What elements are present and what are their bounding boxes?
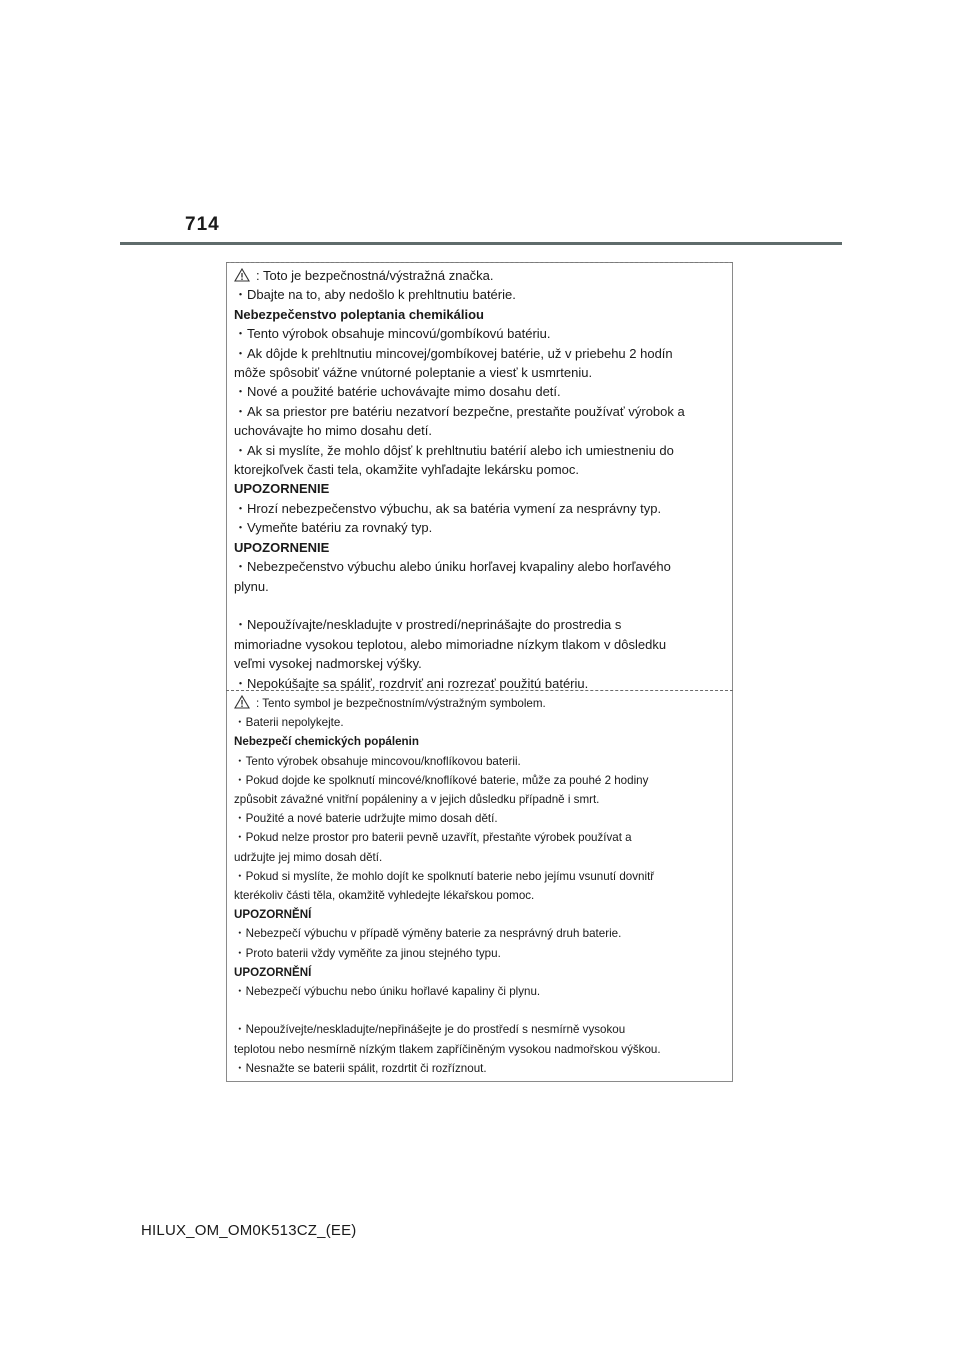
section-heading: UPOZORNĚNÍ [234,908,312,922]
slovak-lines [234,285,726,693]
slovak-symbol-line [234,266,726,285]
section-heading: Nebezpečenstvo poleptania chemikáliou [234,306,484,322]
text-line: ・Pokud dojde ke spolknutí mincové/knoflíkové baterie, může za pouhé 2 hodiny [234,773,649,787]
slovak-symbol-text: : Toto je bezpečnostná/výstražná značka. [256,268,494,283]
text-line: ・Tento výrobok obsahuje mincovú/gombíkovú batériu. [234,326,551,342]
text-line: ・Tento výrobek obsahuje mincovou/knoflíkovou baterii. [234,754,521,768]
text-line: ・Nebezpečí výbuchu nebo úniku hořlavé kapaliny či plynu. [234,985,541,999]
text-line: ・Pokud nelze prostor pro baterii pevně uzavřít, přestaňte výrobek používat a [234,831,632,845]
text-line: ・Použité a nové baterie udržujte mimo dosah dětí. [234,812,498,826]
text-line: ・Baterii nepolykejte. [234,716,344,730]
czech-symbol-text: : Tento symbol je bezpečnostním/výstražným symbolem. [256,697,546,710]
text-line: udržujte jej mimo dosah dětí. [234,850,383,864]
text-line: ・Dbajte na to, aby nedošlo k prehltnutiu batérie. [234,287,516,303]
czech-warning-section [234,694,726,1078]
page-number: 714 [185,214,220,235]
blank-line [234,596,726,615]
text-line: teplotou nebo nesmírně nízkým tlakem zapříčiněným vysokou nadmořskou výškou. [234,1042,661,1056]
slovak-warning-section [234,266,726,693]
text-line: ・Nepoužívejte/neskladujte/nepřinášejte je do prostředí s nesmírně vysokou [234,1023,626,1037]
text-line: ・Hrozí nebezpečenstvo výbuchu, ak sa batéria vymení za nesprávny typ. [234,500,662,516]
text-line: uchovávajte ho mimo dosahu detí. [234,423,433,439]
warning-triangle-icon [234,695,250,709]
text-line: ・Vymeňte batériu za rovnaký typ. [234,520,433,536]
section-heading: UPOZORNENIE [234,481,330,497]
text-line: môže spôsobiť vážne vnútorné poleptanie a viesť k usmrteniu. [234,365,593,381]
text-line: ・Nepoužívajte/neskladujte v prostredí/neprinášajte do prostredia s [234,617,622,633]
text-line: ・Nepokúšajte sa spáliť, rozdrviť ani rozrezať použitú batériu. [234,675,589,691]
section-heading: Nebezpečí chemických popálenin [234,735,419,749]
text-line: mimoriadne vysokou teplotou, alebo mimoriadne nízkym tlakom v dôsledku [234,636,667,652]
text-line: veľmi vysokej nadmorskej výšky. [234,656,422,672]
text-line: ・Nesnažte se baterii spálit, rozdrtit či rozříznout. [234,1061,487,1075]
text-line: ・Pokud si myslíte, že mohlo dojít ke spolknutí baterie nebo jejímu vsunutí dovnitř [234,869,655,883]
text-line: ・Ak si myslíte, že mohlo dôjsť k prehltnutiu batérií alebo ich umiestneniu do [234,442,674,458]
text-line: ・Proto baterii vždy vyměňte za jinou stejného typu. [234,946,501,960]
header-rule [120,242,842,245]
text-line: ・Ak dôjde k prehltnutiu mincovej/gombíkovej batérie, už v priebehu 2 hodín [234,345,673,361]
text-line: ・Nové a použité batérie uchovávajte mimo dosahu detí. [234,384,561,400]
czech-lines [234,713,726,1078]
section-heading: UPOZORNĚNÍ [234,965,312,979]
blank-line [234,1001,726,1020]
text-line: ・Nebezpečí výbuchu v případě výměny baterie za nesprávný druh baterie. [234,927,622,941]
text-line: způsobit závažné vnitřní popáleniny a v jejich důsledku případně i smrt. [234,793,600,807]
text-line: ・Nebezpečenstvo výbuchu alebo úniku horľavej kvapaliny alebo horľavého [234,559,671,575]
text-line: ・Ak sa priestor pre batériu nezatvorí bezpečne, prestaňte používať výrobok a [234,403,685,419]
text-line: ktorejkoľvek časti tela, okamžite vyhľadajte lekársku pomoc. [234,462,580,478]
czech-symbol-line [234,694,726,713]
text-line: kterékoliv části těla, okamžitě vyhledejte lékařskou pomoc. [234,889,535,903]
document-code-footer: HILUX_OM_OM0K513CZ_(EE) [141,1222,357,1239]
warning-box-top-border [226,262,733,263]
text-line: plynu. [234,578,269,594]
warning-triangle-icon [234,268,250,282]
section-heading: UPOZORNENIE [234,539,330,555]
